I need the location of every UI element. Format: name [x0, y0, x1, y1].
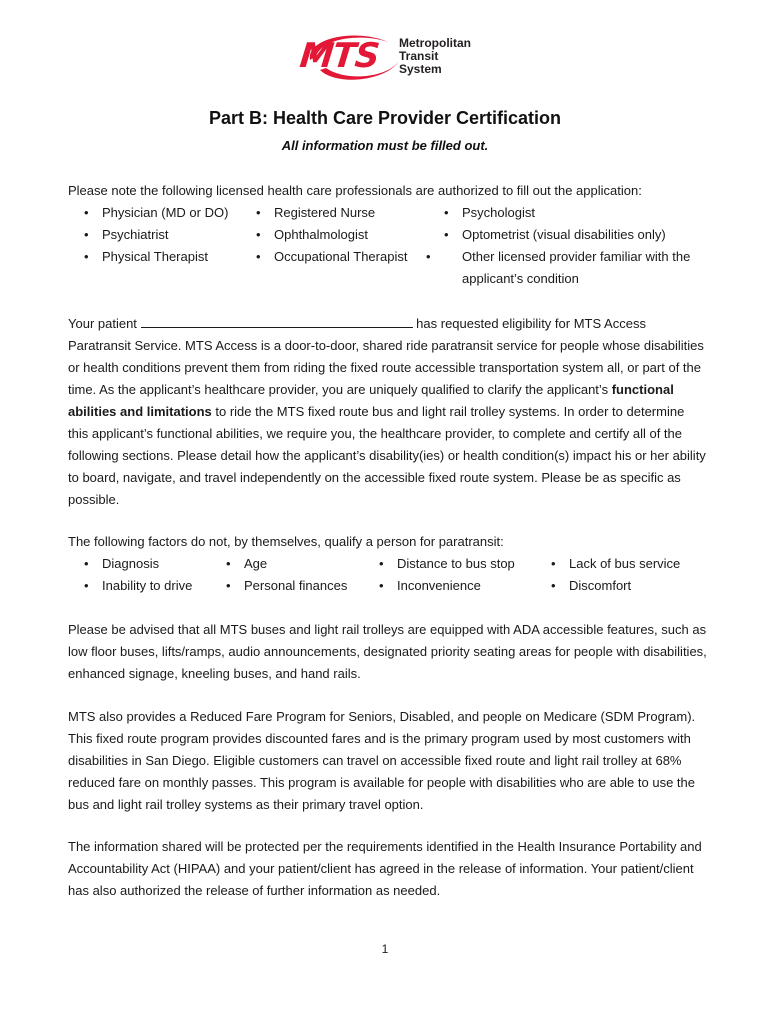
logo-line: Metropolitan — [399, 36, 471, 50]
list-item: • Age — [226, 553, 267, 575]
logo-line: System — [399, 62, 442, 76]
bullet-icon: • — [551, 556, 556, 571]
bullet-icon: • — [444, 205, 449, 220]
bullet-icon: • — [84, 578, 89, 593]
list-item: • Psychiatrist — [84, 224, 168, 246]
page-title: Part B: Health Care Provider Certification — [208, 108, 562, 128]
patient-name-field[interactable] — [141, 315, 413, 328]
bullet-icon: • — [379, 578, 384, 593]
bullet-icon: • — [84, 205, 89, 220]
page-subtitle: All information must be filled out. — [281, 138, 489, 153]
logo-line: Transit — [399, 49, 439, 63]
list-item: • Physical Therapist — [84, 246, 208, 268]
bullet-icon: • — [84, 227, 89, 242]
bullet-icon: • — [551, 578, 556, 593]
logo-wordmark — [399, 37, 471, 76]
bullet-icon: • — [256, 205, 261, 220]
factors-intro: The following factors do not, by themselves, qualify a person for paratransit: — [68, 534, 504, 549]
bullet-icon: • — [256, 249, 261, 264]
list-item: • Diagnosis — [84, 553, 159, 575]
sdm-paragraph: MTS also provides a Reduced Fare Program for Seniors, Disabled, and people on Medicare (SDM Program). This fixed route program provides discounted fares and is the primary program used by most customers with disabilities in San Diego. Eligible customers can travel on accessible fixed route and light rail trolley at 68% reduced fare on monthly passes. This program is available for people with disabilities who are able to use the bus and light rail trolley systems as their primary travel option. — [68, 709, 696, 812]
list-item: • Occupational Therapist — [256, 246, 407, 268]
list-item: • Personal finances — [226, 575, 347, 597]
hipaa-paragraph: The information shared will be protected per the requirements identified in the Health Insurance Portability and Accountability Act (HIPAA) and your patient/client has agreed in the release of information. Your patient/client has also authorized the release of further information as needed. — [68, 839, 702, 898]
page-number: 1 — [381, 942, 389, 956]
list-item: • Physician (MD or DO) — [84, 202, 228, 224]
list-item: • Inability to drive — [84, 575, 192, 597]
list-item: • Optometrist (visual disabilities only) — [444, 224, 666, 246]
bullet-icon: • — [379, 556, 384, 571]
ada-paragraph: Please be advised that all MTS buses and light rail trolleys are equipped with ADA accessible features, such as low floor buses, lifts/ramps, audio announcements, designated priority seating areas for people with disabilities, enhanced signage, kneeling buses, and hand rails. — [68, 622, 707, 681]
list-item: • Discomfort — [551, 575, 631, 597]
mts-logo — [296, 30, 486, 86]
bullet-icon: • — [226, 578, 231, 593]
bullet-icon: • — [426, 249, 431, 264]
list-item: • Other licensed provider familiar with the applicant’s condition — [444, 246, 697, 290]
list-item: • Inconvenience — [379, 575, 481, 597]
providers-intro: Please note the following licensed health care professionals are authorized to fill out the application: — [68, 183, 642, 198]
bullet-icon: • — [226, 556, 231, 571]
logo-mark: MTS — [297, 36, 381, 76]
list-item: • Distance to bus stop — [379, 553, 515, 575]
list-item: • Lack of bus service — [551, 553, 680, 575]
bullet-icon: • — [444, 227, 449, 242]
list-item: • Psychologist — [444, 202, 535, 224]
bullet-icon: • — [256, 227, 261, 242]
list-item: • Ophthalmologist — [256, 224, 368, 246]
list-item: • Registered Nurse — [256, 202, 375, 224]
bullet-icon: • — [84, 249, 89, 264]
bullet-icon: • — [84, 556, 89, 571]
patient-paragraph: Your patient has requested eligibility for MTS Access Paratransit Service. MTS Access is a door-to-door, shared ride paratransit service for people whose disabilities or health conditions prevent them from riding the fixed route accessible transportation system all, or part of the time. As the applicant’s healthcare provider, you are uniquely qualified to clarify the applicant’s functional abilities and limitations to ride the MTS fixed route bus and light rail trolley systems. In order to determine this applicant’s functional abilities, we require you, the healthcare provider, to complete and certify all of the following sections. Please detail how the applicant’s disability(ies) or health condition(s) impact his or her ability to board, navigate, and travel independently on the accessible fixed route system. Please be as specific as possible. — [68, 316, 706, 507]
